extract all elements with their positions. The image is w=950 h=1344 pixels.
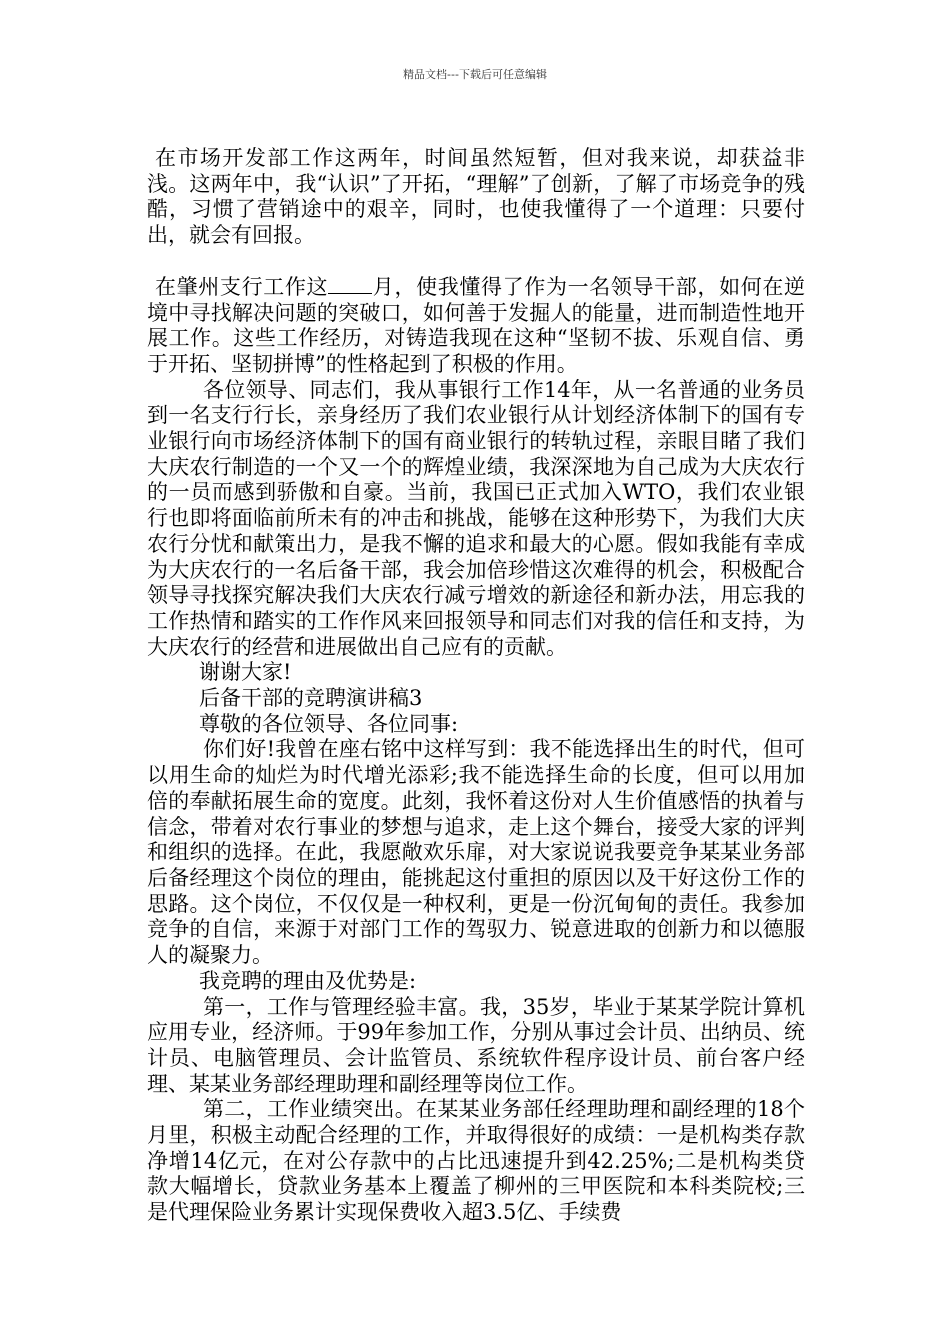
paragraph-zhaozhou-start: 在肇州支行工作这 [155,274,329,299]
page-header: 精品文档---下载后可任意编辑 [403,68,547,81]
paragraph-zhaozhou-rest: 月，使我懂得了作为一名领导干部，如何在逆境中寻找解决问题的突破口，如何善于发掘人的能量，进而制造性地开展工作。这些工作经历，对铸造我现在这种“坚韧不拔、乐观自信、勇于开拓、坚韧拼博”的性格起到了积极的作用。 [147,274,806,376]
paragraph-zhaozhou [147,275,805,378]
thanks-line: 谢谢大家! [199,660,292,685]
greeting-line: 尊敬的各位领导、各位同事: [199,711,459,736]
paragraph-gap [147,249,805,275]
paragraph-career: 各位领导、同志们，我从事银行工作14年，从一名普通的业务员到一名支行行长，亲身经历了我们农业银行从计划经济体制下的国有专业银行向市场经济体制下的国有商业银行的转轨过程，亲眼目睹了我们大庆农行制造的一个又一个的辉煌业绩，我深深地为自己成为大庆农行的一员而感到骄傲和自豪。当前，我国已正式加入WTO，我们农业银行也即将面临前所未有的冲击和挑战，能够在这种形势下，为我们大庆农行分忧和献策出力，是我不懈的追求和最大的心愿。假如我能有幸成为大庆农行的一名后备干部，我会加倍珍惜这次难得的机会，积极配合领导寻找探究解决我们大庆农行减亏增效的新途径和新办法，用忘我的工作热情和踏实的工作作风来回报领导和同志们对我的信任和支持，为大庆农行的经营和进展做出自己应有的贡献。 [147,377,805,659]
paragraph-motto: 你们好!我曾在座右铭中这样写到：我不能选择出生的时代，但可以用生命的灿烂为时代增光添彩;我不能选择生命的长度，但可以用加倍的奉献拓展生命的宽度。此刻，我怀着这份对人生价值感悟的执着与信念，带着对农行事业的梦想与追求，走上这个舞台，接受大家的评判和组织的选择。在此，我愿敞欢乐扉，对大家说说我要竞争某某业务部后备经理这个岗位的理由，能挑起这付重担的原因以及干好这份工作的思路。这个岗位，不仅仅是一种权利，更是一份沉甸甸的责任。我参加竞争的自信，来源于对部门工作的驾驭力、锐意进取的创新力和以德服人的凝聚力。 [147,737,805,968]
blank-underline [328,279,372,294]
reasons-heading: 我竞聘的理由及优势是: [199,968,417,993]
section-title: 后备干部的竞聘演讲稿3 [199,686,423,711]
paragraph-second-reason: 第二，工作业绩突出。在某某业务部任经理助理和副经理的18个月里，积极主动配合经理的工作，并取得很好的成绩：一是机构类存款净增14亿元，在对公存款中的占比迅速提升到42.25%;二是机构类贷款大幅增长，贷款业务基本上覆盖了柳州的三甲医院和本科类院校;三是代理保险业务累计实现保费收入超3.5亿、手续费 [147,1097,805,1225]
document-body [147,146,805,1226]
paragraph-first-reason: 第一，工作与管理经验丰富。我，35岁，毕业于某某学院计算机应用专业，经济师。于99年参加工作，分别从事过会计员、出纳员、统计员、电脑管理员、会计监管员、系统软件程序设计员、前台客户经理、某某业务部经理助理和副经理等岗位工作。 [147,994,805,1096]
paragraph-market-dept: 在市场开发部工作这两年，时间虽然短暂，但对我来说，却获益非浅。这两年中，我“认识”了开拓，“理解”了创新，了解了市场竞争的残酷，习惯了营销途中的艰辛，同时，也使我懂得了一个道理：只要付出，就会有回报。 [147,146,805,248]
